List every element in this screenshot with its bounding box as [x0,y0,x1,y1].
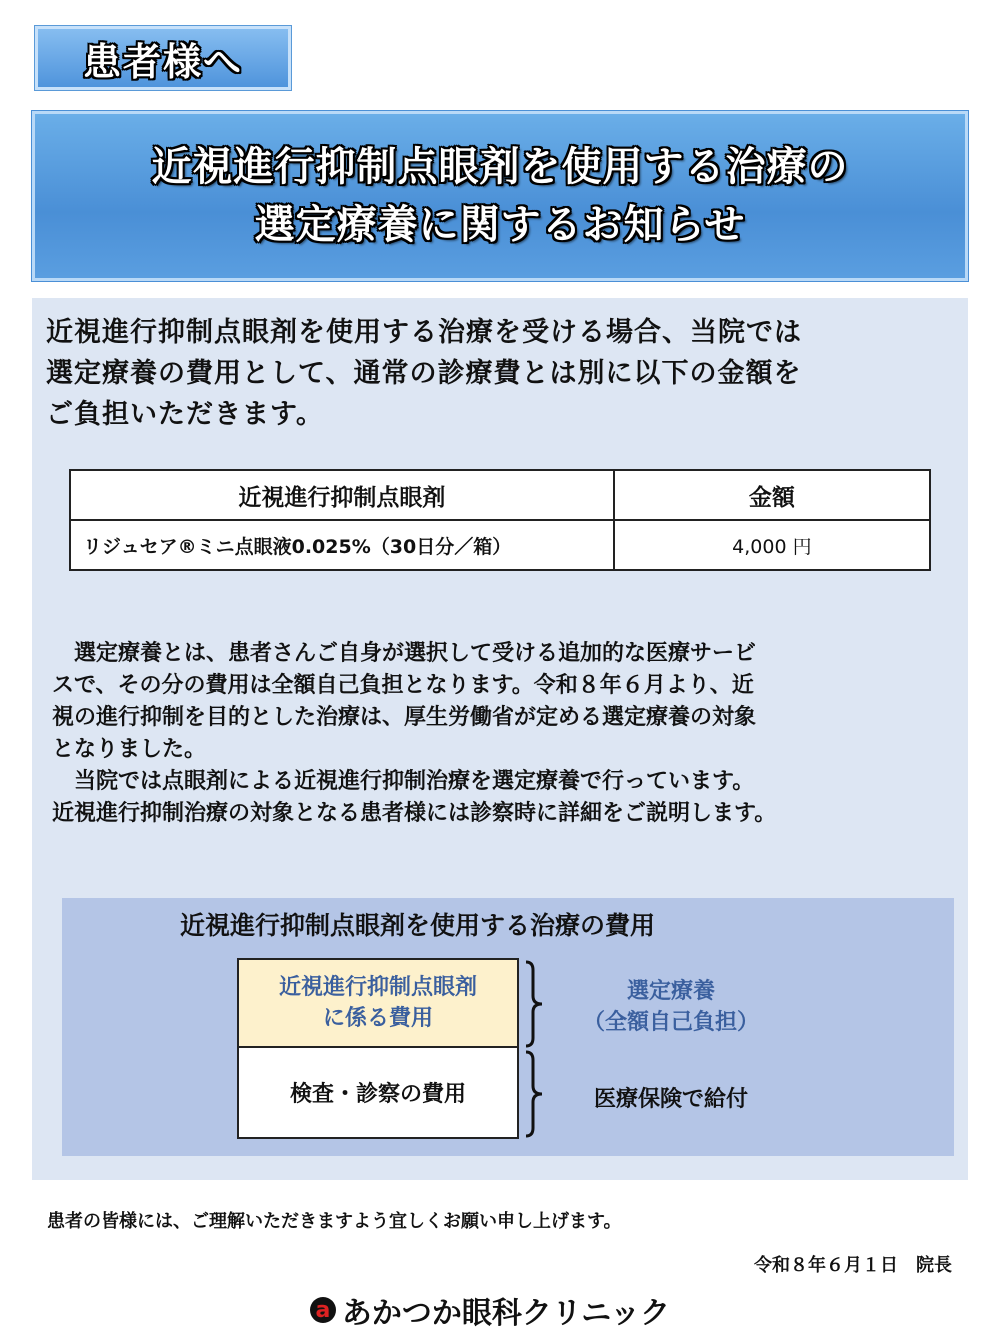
intro-line-1: 近視進行抑制点眼剤を使用する治療を受ける場合、当院では [46,317,802,348]
selected-care-line-1: 選定療養 [626,979,715,1004]
eyedrop-cost-box [237,958,519,1048]
clinic-footer [0,1288,1000,1332]
product-name-cell: リジュセア®ミニ点眼液0.025%（30日分／箱） [70,520,614,570]
explanation-line: 当院では点眼剤による近視進行抑制治療を選定療養で行っています。 [52,769,755,794]
column-header-product: 近視進行抑制点眼剤 [70,470,614,520]
exam-cost-box: 検査・診察の費用 [237,1046,519,1139]
intro-line-3: ご負担いただきます。 [46,399,324,430]
selected-care-label [542,976,800,1038]
intro-line-2: 選定療養の費用として、通常の診療費とは別に以下の金額を [46,358,802,389]
explanation-line: 視の進行抑制を目的とした治療は、厚生労働省が定める選定療養の対象 [52,705,757,730]
clinic-name: あかつか眼科クリニック [341,1296,671,1331]
explanation-line: となりました。 [52,737,207,762]
explanation-line: 選定療養とは、患者さんご自身が選択して受ける追加的な医療サービ [52,641,757,666]
intro-text [46,312,956,435]
date-signature: 令和８年６月１日 院長 [754,1255,952,1276]
explanation-line: スで、その分の費用は全額自己負担となります。令和８年６月より、近 [52,673,754,698]
cost-diagram [62,898,954,1156]
eyedrop-cost-line-1: 近視進行抑制点眼剤 [278,975,477,1000]
price-table-header [70,470,930,520]
price-table [69,469,931,571]
eyedrop-cost-line-2: に係る費用 [322,1006,433,1031]
clinic-logo-icon: a [310,1297,336,1323]
price-cell: 4,000 円 [614,520,930,570]
table-row [70,520,930,570]
diagram-title: 近視進行抑制点眼剤を使用する治療の費用 [180,911,656,940]
content-panel [32,298,968,1180]
selected-care-line-2: （全額自己負担） [582,1010,759,1035]
explanation-line: 近視進行抑制治療の対象となる患者様には診察時に詳細をご説明します。 [52,801,777,826]
column-header-price: 金額 [614,470,930,520]
closing-text: 患者の皆様には、ご理解いただきますよう宜しくお願い申し上げます。 [47,1211,622,1232]
insurance-label: 医療保険で給付 [593,1087,748,1112]
title-line-2: 選定療養に関するお知らせ [254,202,746,248]
title-banner [32,111,968,281]
explanation-text [52,638,964,830]
notice-tag: 患者様へ [35,26,291,90]
title-line-1: 近視進行抑制点眼剤を使用する治療の [151,144,849,190]
